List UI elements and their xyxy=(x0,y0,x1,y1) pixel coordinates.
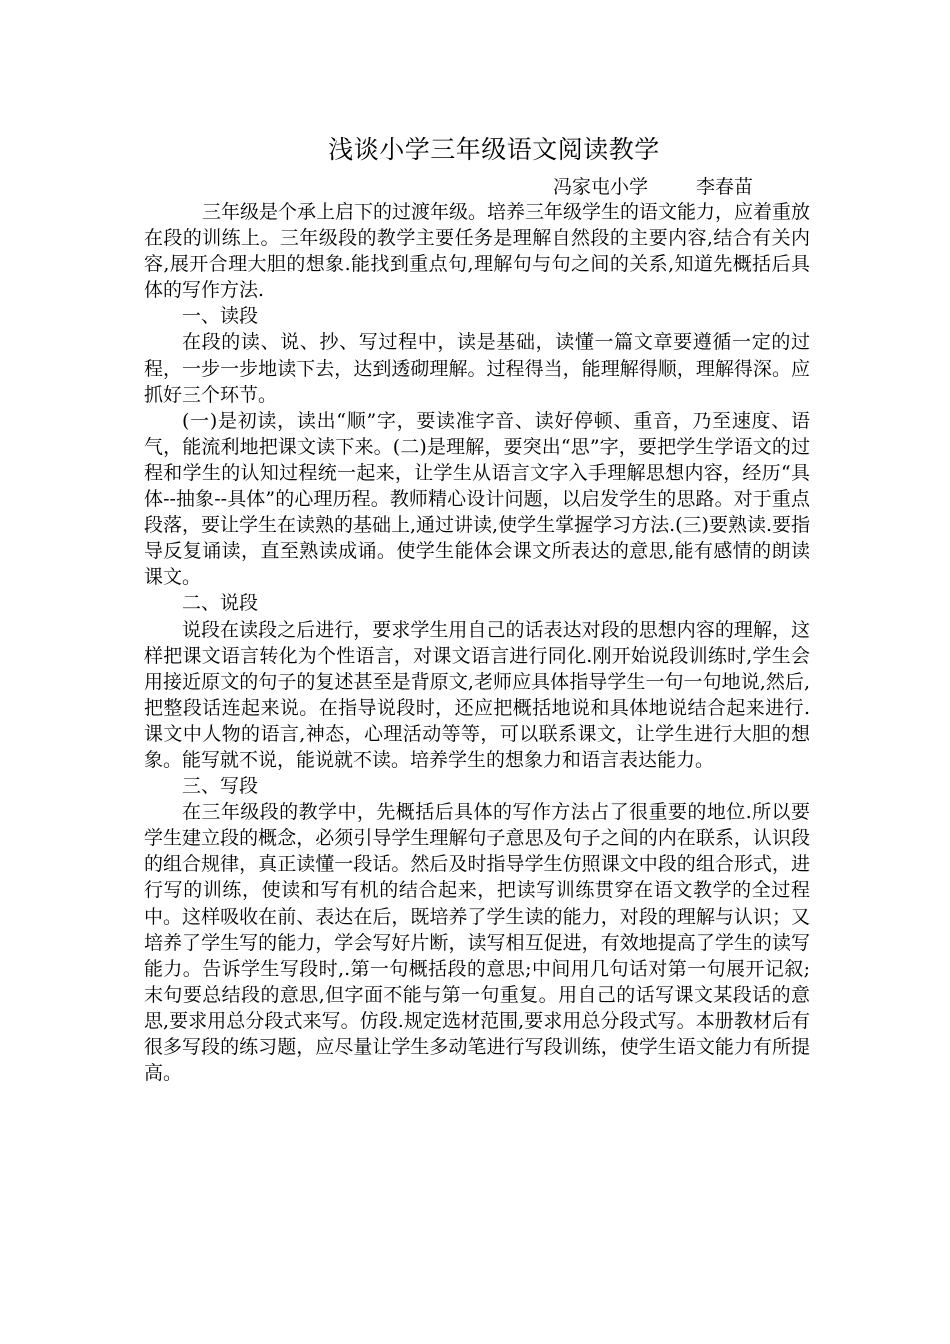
document-title: 浅谈小学三年级语文阅读教学 xyxy=(328,135,660,164)
byline xyxy=(553,174,753,200)
section-paragraph: (一)是初读，读出“顺”字，要读准字音、读好停顿、重音，乃至速度、语气，能流利地把课文读下来。(二)是理解，要突出“思”字，要把学生学语文的过程和学生的认知过程统一起来，让学生从语言文字入手理解思想内容，经历“具体--抽象--具体”的心理历程。教师精心设计问题，以启发学生的思路。对于重点段落，要让学生在读熟的基础上,通过讲读,使学生掌握学习方法.(三)要熟读.要指导反复诵读，直至熟读成诵。使学生能体会课文所表达的意思,能有感情的朗读课文。 xyxy=(144,409,810,589)
section-paragraph: 说段在读段之后进行，要求学生用自己的话表达对段的思想内容的理解，这样把课文语言转化为个性语言，对课文语言进行同化.刚开始说段训练时,学生会用接近原文的句子的复述甚至是背原文,老师应具体指导学生一句一句地说,然后,把整段话连起来说。在指导说段时，还应把概括地说和具体地说结合起来进行.课文中人物的语言,神态，心理活动等等，可以联系课文，让学生进行大胆的想象。能写就不说，能说就不读。培养学生的想象力和语言表达能力。 xyxy=(144,618,810,771)
section-heading-reading: 一、读段 xyxy=(182,305,259,328)
document-body xyxy=(144,199,810,1086)
section-paragraph: 在三年级段的教学中，先概括后具体的写作方法占了很重要的地位.所以要学生建立段的概念，必须引导学生理解句子意思及句子之间的内在联系，认识段的组合规律，真正读懂一段话。然后及时指导学生仿照课文中段的组合形式，进行写的训练，使读和写有机的结合起来，把读写训练贯穿在语文教学的全过程中。这样吸收在前、表达在后，既培养了学生读的能力，对段的理解与认识；又培养了学生写的能力，学会写好片断，读写相互促进，有效地提高了学生的读写能力。告诉学生写段时,.第一句概括段的意思;中间用几句话对第一句展开记叙;末句要总结段的意思,但字面不能与第一句重复。用自己的话写课文某段话的意思,要求用总分段式来写。仿段.规定选材范围,要求用总分段式写。本册教材后有很多写段的练习题，应尽量让学生多动笔进行写段训练，使学生语文能力有所提高。 xyxy=(144,801,810,1085)
school-name: 冯家屯小学 xyxy=(553,176,649,198)
section-heading-writing: 三、写段 xyxy=(182,775,259,798)
author-name: 李春苗 xyxy=(696,176,754,198)
intro-paragraph: 三年级是个承上启下的过渡年级。培养三年级学生的语文能力，应着重放在段的训练上。三年级段的教学主要任务是理解自然段的主要内容,结合有关内容,展开合理大胆的想象.能找到重点句,理解句与句之间的关系,知道先概括后具体的写作方法. xyxy=(144,201,811,302)
section-paragraph: 在段的读、说、抄、写过程中，读是基础，读懂一篇文章要遵循一定的过程，一步一步地读下去，达到透砌理解。过程得当，能理解得顺，理解得深。应抓好三个环节。 xyxy=(144,331,810,406)
section-heading-speaking: 二、说段 xyxy=(182,592,259,615)
